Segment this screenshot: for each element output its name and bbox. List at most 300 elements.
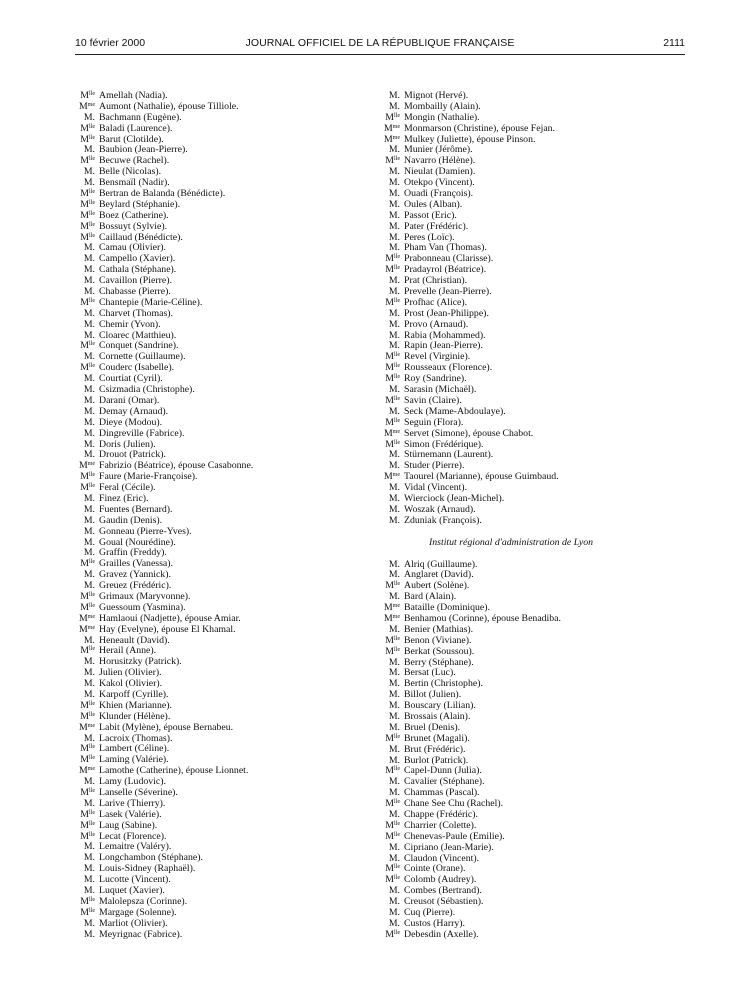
civility-title: M.	[388, 514, 400, 526]
person-name: Cavalier (Stéphane).	[404, 776, 485, 788]
person-name: Fabrizio (Béatrice), épouse Casabonne.	[99, 460, 254, 472]
civility-title: M.	[83, 394, 95, 406]
person-name: Lasek (Valérie).	[99, 808, 162, 820]
civility-title: $M^{lle}$	[80, 819, 95, 831]
civility-title: M.	[83, 166, 95, 178]
person-name: Cloarec (Matthieu).	[99, 329, 177, 341]
person-name: Prat (Christian).	[404, 275, 468, 287]
civility-title: $M^{me}$	[383, 612, 400, 624]
person-name: Brossais (Alain).	[404, 710, 471, 722]
civility-title: M.	[388, 917, 400, 929]
person-name: Munier (Jérôme).	[404, 144, 473, 156]
person-name: Dieye (Modou).	[99, 416, 163, 428]
person-name: Bossuyt (Sylvie).	[99, 220, 168, 232]
person-name: Hay (Evelyne), épouse El Khamal.	[99, 623, 236, 635]
person-name: Amellah (Nadia).	[99, 90, 168, 101]
civility-title: M.	[388, 787, 400, 799]
person-name: Bard (Alain).	[404, 591, 457, 603]
person-name: Taourel (Marianne), épouse Guimbaud.	[404, 471, 559, 483]
civility-title: M.	[388, 896, 400, 908]
person-name: Herail (Anne).	[99, 645, 157, 657]
civility-title: M.	[83, 797, 95, 809]
person-name: Laming (Valérie).	[99, 754, 169, 766]
civility-title: M.	[388, 885, 400, 897]
civility-title: M.	[83, 427, 95, 439]
civility-title: $M^{lle}$	[385, 765, 400, 777]
person-name: Kakol (Olivier).	[99, 678, 163, 690]
civility-title: M.	[388, 482, 400, 494]
person-name: Vidal (Vincent).	[404, 482, 468, 494]
civility-title: M.	[83, 286, 95, 298]
civility-title: M.	[83, 144, 95, 156]
civility-title: $M^{lle}$	[385, 438, 400, 450]
person-name: Greuez (Frédéric).	[99, 580, 172, 592]
person-name: Cornette (Guillaume).	[99, 351, 186, 363]
person-name: Doris (Julien).	[99, 438, 156, 450]
person-name: Klunder (Hélène).	[99, 710, 171, 722]
person-name: Berkat (Soussou).	[404, 645, 475, 657]
person-name: Bersat (Luc).	[404, 667, 456, 679]
civility-title: M.	[388, 667, 400, 679]
civility-title: $M^{lle}$	[80, 601, 95, 613]
civility-title: $M^{me}$	[383, 602, 400, 614]
page-number: 2111	[663, 37, 685, 49]
civility-title: M.	[83, 318, 95, 330]
person-name: Burlot (Patrick).	[404, 754, 469, 766]
right-column	[380, 91, 630, 941]
civility-title: M.	[388, 329, 400, 341]
person-name: Hamlaoui (Nadjette), épouse Amiar.	[99, 612, 241, 624]
civility-title: M.	[388, 318, 400, 330]
civility-title: $M^{lle}$	[80, 906, 95, 918]
person-name: Mombailly (Alain).	[404, 100, 481, 112]
person-name: Chane See Chu (Rachel).	[404, 798, 504, 810]
person-name: Studer (Pierre).	[404, 460, 465, 472]
civility-title: M.	[83, 438, 95, 450]
person-name: Luquet (Xavier).	[99, 885, 165, 897]
person-name: Revel (Virginie).	[404, 351, 471, 363]
civility-title: $M^{lle}$	[385, 351, 400, 363]
civility-title: $M^{lle}$	[80, 122, 95, 134]
civility-title: M.	[83, 503, 95, 515]
civility-title: M.	[388, 558, 400, 570]
civility-title: M.	[83, 416, 95, 428]
civility-title: $M^{lle}$	[80, 209, 95, 221]
civility-title: $M^{lle}$	[385, 819, 400, 831]
person-name: Camau (Olivier).	[99, 242, 166, 254]
civility-title: M.	[388, 220, 400, 232]
person-name: Mongin (Nathalie).	[404, 111, 480, 123]
person-name: Cavaillon (Pierre).	[99, 275, 172, 287]
civility-title: M.	[83, 384, 95, 396]
civility-title: $M^{lle}$	[80, 558, 95, 570]
page-header	[75, 36, 685, 50]
list-item	[75, 930, 325, 941]
civility-title: $M^{lle}$	[80, 188, 95, 200]
civility-title: $M^{lle}$	[80, 699, 95, 711]
person-name: Brut (Frédéric).	[404, 743, 466, 755]
civility-title: M.	[388, 405, 400, 417]
civility-title: M.	[83, 928, 95, 940]
civility-title: M.	[388, 340, 400, 352]
civility-title: M.	[388, 209, 400, 221]
person-name: Rabia (Mohammed).	[404, 329, 486, 341]
person-name: Bertin (Christophe).	[404, 678, 483, 690]
person-name: Prabonneau (Clarisse).	[404, 253, 494, 265]
civility-title: M.	[388, 907, 400, 919]
person-name: Feral (Cécile).	[99, 482, 156, 494]
person-name: Larive (Thierry).	[99, 797, 166, 809]
civility-title: $M^{lle}$	[385, 253, 400, 265]
civility-title: $M^{lle}$	[80, 198, 95, 210]
person-name: Bataille (Dominique).	[404, 602, 490, 614]
civility-title: $M^{me}$	[383, 133, 400, 145]
list-item	[380, 516, 630, 527]
person-name: Billot (Julien).	[404, 689, 462, 701]
civility-title: M.	[388, 275, 400, 287]
person-name: Mignot (Hervé).	[404, 90, 469, 101]
civility-title: M.	[83, 264, 95, 276]
civility-title: M.	[388, 198, 400, 210]
civility-title: M.	[83, 525, 95, 537]
person-name: Karpoff (Cyrille).	[99, 688, 169, 700]
person-name: Guessoum (Yasmina).	[99, 601, 186, 613]
person-name: Grimaux (Maryvonne).	[99, 590, 191, 602]
civility-title: $M^{lle}$	[80, 787, 95, 798]
civility-title: M.	[83, 514, 95, 526]
person-name: Khien (Marianne).	[99, 699, 172, 711]
person-name: Prost (Jean-Philippe).	[404, 307, 489, 319]
person-name: Profhac (Alice).	[404, 296, 468, 308]
civility-title: $M^{lle}$	[385, 732, 400, 744]
person-name: Becuwe (Rachel).	[99, 155, 170, 167]
left-column	[75, 91, 325, 940]
person-name: Courtiat (Cyril).	[99, 373, 163, 385]
civility-title: $M^{lle}$	[385, 928, 400, 940]
person-name: Drouot (Patrick).	[99, 449, 166, 461]
person-name: Gaudin (Denis).	[99, 514, 163, 526]
person-name: Belle (Nicolas).	[99, 166, 162, 178]
person-name: Conquet (Sandrine).	[99, 340, 179, 352]
person-name: Dingreville (Fabrice).	[99, 427, 185, 439]
person-name: Combes (Bertrand).	[404, 885, 482, 897]
person-name: Zduniak (François).	[404, 514, 482, 526]
person-name: Navarro (Hélène).	[404, 155, 476, 167]
person-name: Monmarson (Christine), épouse Fejan.	[404, 122, 556, 134]
person-name: Barut (Clotilde).	[99, 133, 164, 145]
civility-title: M.	[83, 580, 95, 592]
civility-title: $M^{lle}$	[385, 830, 400, 842]
person-name: Marliot (Olivier).	[99, 917, 168, 929]
civility-title: M.	[83, 536, 95, 548]
civility-title: $M^{lle}$	[385, 874, 400, 886]
person-name: Seguin (Flora).	[404, 416, 464, 428]
civility-title: M.	[83, 492, 95, 504]
person-name: Mulkey (Juliette), épouse Pinson.	[404, 133, 536, 145]
section-title: Institut régional d'administration de Lyon	[429, 536, 593, 548]
civility-title: M.	[83, 917, 95, 929]
civility-title: M.	[388, 809, 400, 820]
civility-title: $M^{lle}$	[385, 580, 400, 592]
person-name: Bensmaïl (Nadir).	[99, 177, 170, 189]
civility-title: $M^{lle}$	[80, 808, 95, 820]
civility-title: $M^{lle}$	[80, 830, 95, 842]
person-name: Cipriano (Jean-Marie).	[404, 841, 494, 853]
person-name: Prevelle (Jean-Pierre).	[404, 286, 492, 298]
name-list-left	[75, 91, 325, 940]
civility-title: M.	[83, 111, 95, 123]
person-name: Debesdin (Axelle).	[404, 928, 479, 940]
civility-title: M.	[388, 144, 400, 156]
civility-title: M.	[83, 253, 95, 265]
journal-title: JOURNAL OFFICIEL DE LA RÉPUBLIQUE FRANÇAISE	[245, 37, 515, 49]
civility-title: M.	[388, 569, 400, 581]
civility-title: $M^{lle}$	[385, 362, 400, 374]
person-name: Lucotte (Vincent).	[99, 874, 171, 886]
person-name: Lambert (Céline).	[99, 743, 170, 755]
person-name: Gonneau (Pierre-Yves).	[99, 525, 192, 537]
civility-title: M.	[388, 754, 400, 766]
person-name: Couderc (Isabelle).	[99, 362, 175, 374]
civility-title: $M^{lle}$	[385, 394, 400, 406]
person-name: Sarasin (Michaël).	[404, 384, 477, 396]
person-name: Cointe (Orane).	[404, 863, 466, 875]
person-name: Fuentes (Bernard).	[99, 503, 173, 515]
person-name: Charvet (Thomas).	[99, 307, 173, 319]
civility-title: $M^{lle}$	[385, 111, 400, 123]
civility-title: M.	[83, 667, 95, 679]
person-name: Berry (Stéphane).	[404, 656, 474, 668]
person-name: Ouadi (François).	[404, 188, 474, 200]
civility-title: M.	[83, 841, 95, 853]
civility-title: M.	[83, 688, 95, 700]
person-name: Laug (Sabine).	[99, 819, 158, 831]
civility-title: M.	[83, 351, 95, 363]
person-name: Faure (Marie-Françoise).	[99, 471, 198, 483]
person-name: Gravez (Yannick).	[99, 569, 171, 581]
person-name: Louis-Sidney (Raphaël).	[99, 863, 196, 875]
civility-title: $M^{me}$	[383, 427, 400, 439]
person-name: Lanselle (Séverine).	[99, 787, 178, 798]
person-name: Labit (Mylène), épouse Bernabeu.	[99, 721, 234, 733]
person-name: Campello (Xavier).	[99, 253, 176, 265]
civility-title: $M^{me}$	[78, 765, 95, 777]
civility-title: $M^{me}$	[78, 623, 95, 635]
person-name: Bachmann (Eugène).	[99, 111, 182, 123]
person-name: Baladi (Laurence).	[99, 122, 173, 134]
civility-title: M.	[388, 678, 400, 690]
civility-title: M.	[83, 547, 95, 559]
civility-title: M.	[388, 721, 400, 733]
civility-title: $M^{lle}$	[80, 895, 95, 907]
civility-title: $M^{lle}$	[385, 155, 400, 167]
civility-title: $M^{lle}$	[80, 340, 95, 352]
civility-title: M.	[83, 678, 95, 690]
civility-title: M.	[388, 188, 400, 200]
header-rule	[75, 54, 685, 55]
person-name: Rousseaux (Florence).	[404, 362, 493, 374]
civility-title: $M^{lle}$	[80, 482, 95, 494]
person-name: Cathala (Stéphane).	[99, 264, 177, 276]
civility-title: M.	[83, 852, 95, 864]
civility-title: M.	[388, 307, 400, 319]
person-name: Csizmadia (Christophe).	[99, 384, 195, 396]
person-name: Capel-Dunn (Julia).	[404, 765, 482, 777]
person-name: Woszak (Arnaud).	[404, 503, 476, 515]
person-name: Meyrignac (Fabrice).	[99, 928, 183, 940]
person-name: Seck (Mame-Abdoulaye).	[404, 405, 506, 417]
civility-title: M.	[83, 177, 95, 189]
person-name: Nieulat (Damien).	[404, 166, 476, 178]
civility-title: M.	[388, 231, 400, 243]
person-name: Heneault (David).	[99, 634, 170, 646]
civility-title: $M^{lle}$	[385, 863, 400, 875]
person-name: Benier (Mathias).	[404, 623, 474, 635]
person-name: Longchambon (Stéphane).	[99, 852, 203, 864]
person-name: Claudon (Vincent).	[404, 852, 480, 864]
person-name: Malolepsza (Corinne).	[99, 895, 188, 907]
person-name: Passot (Eric).	[404, 209, 457, 221]
person-name: Savin (Claire).	[404, 394, 462, 406]
civility-title: $M^{lle}$	[80, 743, 95, 755]
civility-title: $M^{lle}$	[80, 220, 95, 232]
civility-title: M.	[388, 841, 400, 853]
person-name: Demay (Arnaud).	[99, 405, 169, 417]
civility-title: M.	[388, 100, 400, 112]
person-name: Oules (Alban).	[404, 198, 463, 210]
person-name: Lamy (Ludovic).	[99, 776, 166, 788]
civility-title: M.	[83, 449, 95, 461]
civility-title: M.	[83, 329, 95, 341]
civility-title: M.	[83, 656, 95, 668]
person-name: Alriq (Guillaume).	[404, 558, 478, 570]
civility-title: M.	[388, 852, 400, 864]
civility-title: M.	[388, 503, 400, 515]
civility-title: $M^{me}$	[78, 100, 95, 112]
civility-title: M.	[388, 166, 400, 178]
person-name: Lamothe (Catherine), épouse Lionnet.	[99, 765, 249, 777]
person-name: Bouscary (Lilian).	[404, 700, 476, 712]
civility-title: $M^{lle}$	[80, 155, 95, 167]
person-name: Aumont (Nathalie), épouse Tilliole.	[99, 100, 239, 112]
civility-title: $M^{lle}$	[385, 634, 400, 646]
person-name: Benhamou (Corinne), épouse Benadiba.	[404, 612, 561, 624]
person-name: Chenevas-Paule (Emilie).	[404, 830, 505, 842]
civility-title: $M^{lle}$	[80, 133, 95, 145]
civility-title: $M^{lle}$	[80, 471, 95, 483]
civility-title: $M^{lle}$	[80, 710, 95, 722]
person-name: Chappe (Frédéric).	[404, 809, 478, 820]
person-name: Anglaret (David).	[404, 569, 474, 581]
person-name: Benon (Viviane).	[404, 634, 472, 646]
person-name: Pater (Frédéric).	[404, 220, 469, 232]
person-name: Darani (Omar).	[99, 394, 160, 406]
person-name: Pham Van (Thomas).	[404, 242, 487, 254]
civility-title: M.	[388, 460, 400, 472]
person-name: Pradayrol (Béatrice).	[404, 264, 487, 276]
civility-title: M.	[388, 242, 400, 254]
person-name: Peres (Loïc).	[404, 231, 455, 243]
civility-title: M.	[83, 242, 95, 254]
person-name: Provo (Arnaud).	[404, 318, 469, 330]
person-name: Servet (Simone), épouse Chabot.	[404, 427, 534, 439]
civility-title: M.	[83, 863, 95, 875]
person-name: Simon (Frédérique).	[404, 438, 484, 450]
person-name: Grailles (Vanessa).	[99, 558, 173, 570]
person-name: Wierciock (Jean-Michel).	[404, 492, 505, 504]
person-name: Colomb (Audrey).	[404, 874, 477, 886]
person-name: Stürnemann (Laurent).	[404, 449, 494, 461]
person-name: Bertran de Balanda (Bénédicte).	[99, 188, 226, 200]
civility-title: M.	[388, 286, 400, 298]
issue-date: 10 février 2000	[75, 37, 146, 49]
person-name: Chammas (Pascal).	[404, 787, 480, 799]
civility-title: M.	[83, 885, 95, 897]
civility-title: M.	[388, 623, 400, 635]
civility-title: M.	[83, 373, 95, 385]
name-list-right-bottom	[380, 560, 630, 941]
civility-title: $M^{lle}$	[385, 645, 400, 657]
civility-title: M.	[388, 177, 400, 189]
civility-title: M.	[83, 732, 95, 744]
person-name: Bruel (Denis).	[404, 721, 461, 733]
person-name: Custos (Harry).	[404, 917, 465, 929]
list-item	[380, 930, 630, 941]
person-name: Lecat (Florence).	[99, 830, 167, 842]
person-name: Boez (Catherine).	[99, 209, 169, 221]
civility-title: M.	[83, 874, 95, 886]
civility-title: M.	[388, 710, 400, 722]
person-name: Lacroix (Thomas).	[99, 732, 173, 744]
civility-title: $M^{lle}$	[385, 373, 400, 385]
civility-title: $M^{lle}$	[80, 90, 95, 101]
person-name: Julien (Olivier).	[99, 667, 162, 679]
person-name: Otekpo (Vincent).	[404, 177, 475, 189]
person-name: Baubion (Jean-Pierre).	[99, 144, 188, 156]
civility-title: M.	[388, 591, 400, 603]
civility-title: M.	[83, 307, 95, 319]
person-name: Cuq (Pierre).	[404, 907, 456, 919]
civility-title: $M^{lle}$	[385, 416, 400, 428]
person-name: Margage (Solenne).	[99, 906, 177, 918]
person-name: Goual (Nourédine).	[99, 536, 176, 548]
civility-title: $M^{lle}$	[385, 264, 400, 276]
civility-title: M.	[388, 656, 400, 668]
person-name: Horusitzky (Patrick).	[99, 656, 182, 668]
civility-title: M.	[388, 492, 400, 504]
civility-title: $M^{lle}$	[80, 231, 95, 243]
person-name: Brunet (Magali).	[404, 732, 470, 744]
civility-title: M.	[388, 700, 400, 712]
civility-title: M.	[388, 776, 400, 788]
civility-title: $M^{lle}$	[385, 296, 400, 308]
person-name: Aubert (Solène).	[404, 580, 470, 592]
civility-title: $M^{lle}$	[80, 362, 95, 374]
civility-title: $M^{me}$	[78, 721, 95, 733]
civility-title: M.	[388, 90, 400, 101]
person-name: Chemir (Yvon).	[99, 318, 161, 330]
civility-title: $M^{lle}$	[80, 296, 95, 308]
civility-title: $M^{lle}$	[385, 798, 400, 810]
civility-title: M.	[83, 569, 95, 581]
person-name: Finez (Eric).	[99, 492, 149, 504]
civility-title: $M^{me}$	[78, 460, 95, 472]
person-name: Beylard (Stéphanie).	[99, 198, 181, 210]
civility-title: M.	[388, 743, 400, 755]
person-name: Chantepie (Marie-Céline).	[99, 296, 203, 308]
name-list-right-top	[380, 91, 630, 527]
civility-title: M.	[388, 689, 400, 701]
